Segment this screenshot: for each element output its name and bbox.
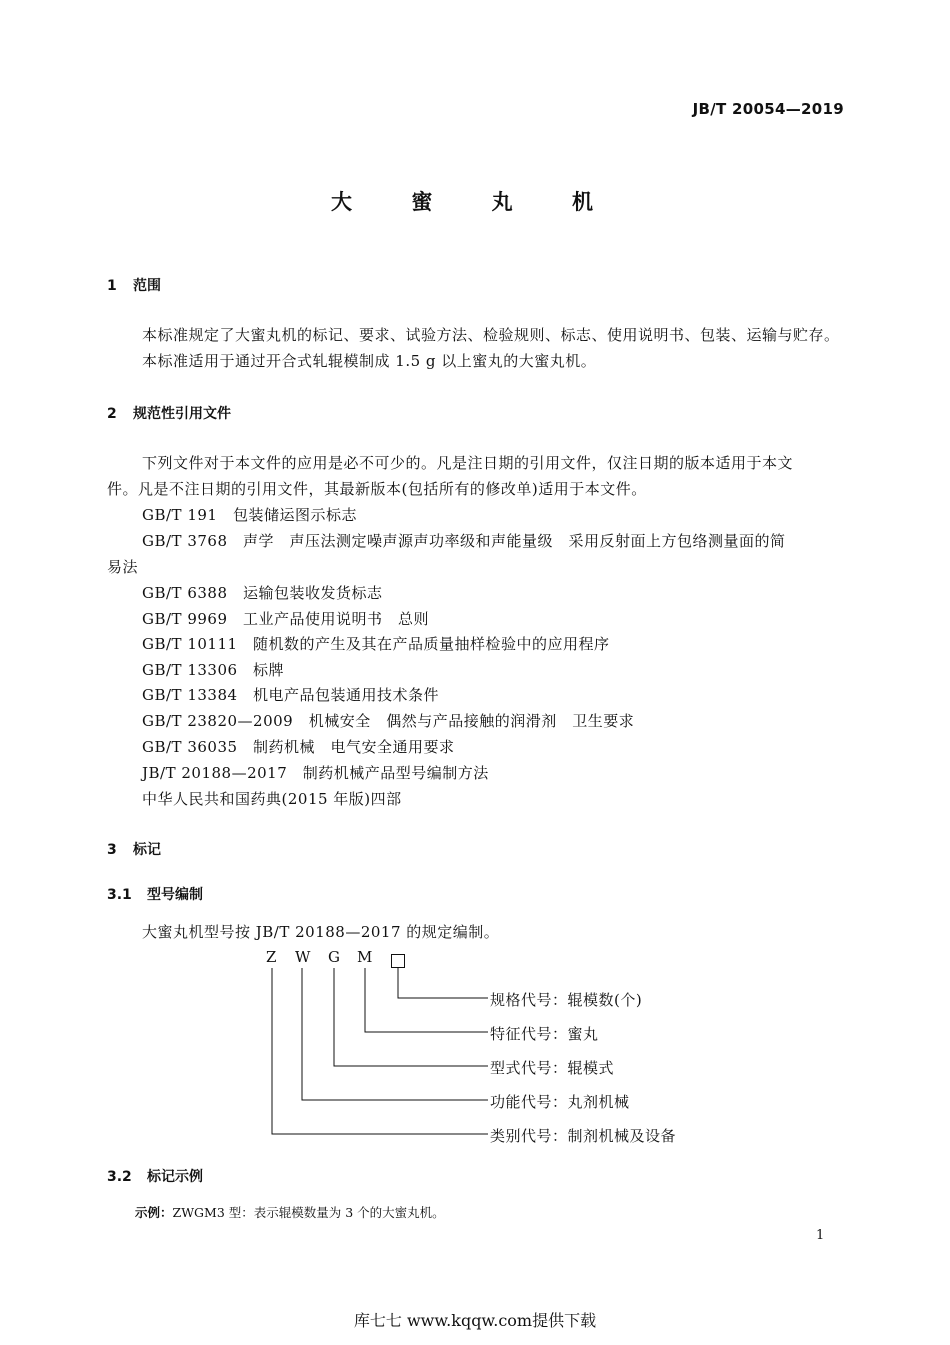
- code-label: 功能代号：丸剂机械: [490, 1093, 630, 1111]
- code-letter: M: [357, 948, 373, 966]
- connector-line: [398, 968, 488, 998]
- connector-line: [365, 968, 488, 1032]
- subsection-number: 3.2: [107, 1169, 132, 1185]
- subsection-title: 标记示例: [147, 1169, 203, 1185]
- code-label: 类别代号：制剂机械及设备: [490, 1127, 677, 1145]
- section-title: 范围: [133, 278, 161, 294]
- connector-line: [272, 968, 488, 1134]
- section-title: 规范性引用文件: [133, 406, 231, 422]
- paragraph: 件。凡是不注日期的引用文件，其最新版本(包括所有的修改单)适用于本文件。: [107, 480, 647, 498]
- code-label: 规格代号：辊模数(个): [490, 991, 643, 1009]
- example-text: ZWGM3 型：表示辊模数量为 3 个的大蜜丸机。: [172, 1205, 445, 1220]
- paragraph: 本标准适用于通过开合式轧辊模制成 1.5 g 以上蜜丸的大蜜丸机。: [142, 352, 597, 370]
- section-number: 3: [107, 842, 117, 858]
- reference-item: GB/T 13384 机电产品包装通用技术条件: [142, 686, 440, 704]
- page-number: 1: [816, 1228, 825, 1243]
- subsection-number: 3.1: [107, 887, 132, 903]
- subsection-3-2-heading: [107, 1166, 203, 1186]
- reference-item-continuation: 易法: [107, 558, 139, 576]
- example: [135, 1203, 445, 1221]
- document-title: 大 蜜 丸 机: [331, 190, 619, 214]
- paragraph: 大蜜丸机型号按 JB/T 20188—2017 的规定编制。: [142, 923, 500, 941]
- reference-item: GB/T 36035 制药机械 电气安全通用要求: [142, 738, 455, 756]
- example-label: 示例：: [135, 1205, 173, 1220]
- subsection-title: 型号编制: [147, 887, 203, 903]
- code-letter: G: [328, 948, 340, 966]
- section-title: 标记: [133, 842, 161, 858]
- reference-item: 中华人民共和国药典(2015 年版)四部: [142, 790, 402, 808]
- code-label: 型式代号：辊模式: [490, 1059, 615, 1077]
- reference-item: GB/T 191 包装储运图示标志: [142, 506, 357, 524]
- paragraph: 下列文件对于本文件的应用是必不可少的。凡是注日期的引用文件，仅注日期的版本适用于本文: [142, 454, 794, 472]
- code-label: 特征代号：蜜丸: [490, 1025, 599, 1043]
- connector-line: [334, 968, 488, 1066]
- reference-item: GB/T 9969 工业产品使用说明书 总则: [142, 610, 430, 628]
- section-number: 1: [107, 278, 117, 294]
- connector-line: [302, 968, 488, 1100]
- code-letter: W: [295, 948, 311, 966]
- reference-item: JB/T 20188—2017 制药机械产品型号编制方法: [142, 764, 489, 782]
- download-footer: 库七七 www.kqqw.com提供下载: [353, 1311, 597, 1330]
- paragraph: 本标准规定了大蜜丸机的标记、要求、试验方法、检验规则、标志、使用说明书、包装、运输与贮存。: [142, 326, 840, 344]
- code-letter: Z: [266, 948, 277, 966]
- reference-item: GB/T 6388 运输包装收发货标志: [142, 584, 383, 602]
- section-number: 2: [107, 406, 117, 422]
- reference-item: GB/T 10111 随机数的产生及其在产品质量抽样检验中的应用程序: [142, 635, 610, 653]
- reference-item: GB/T 13306 标牌: [142, 661, 285, 679]
- placeholder-box-icon: [391, 952, 405, 971]
- standard-number: JB/T 20054—2019: [692, 100, 844, 118]
- reference-item: GB/T 23820—2009 机械安全 偶然与产品接触的润滑剂 卫生要求: [142, 712, 635, 730]
- reference-item: GB/T 3768 声学 声压法测定噪声源声功率级和声能量级 采用反射面上方包络测量面的简: [142, 532, 786, 550]
